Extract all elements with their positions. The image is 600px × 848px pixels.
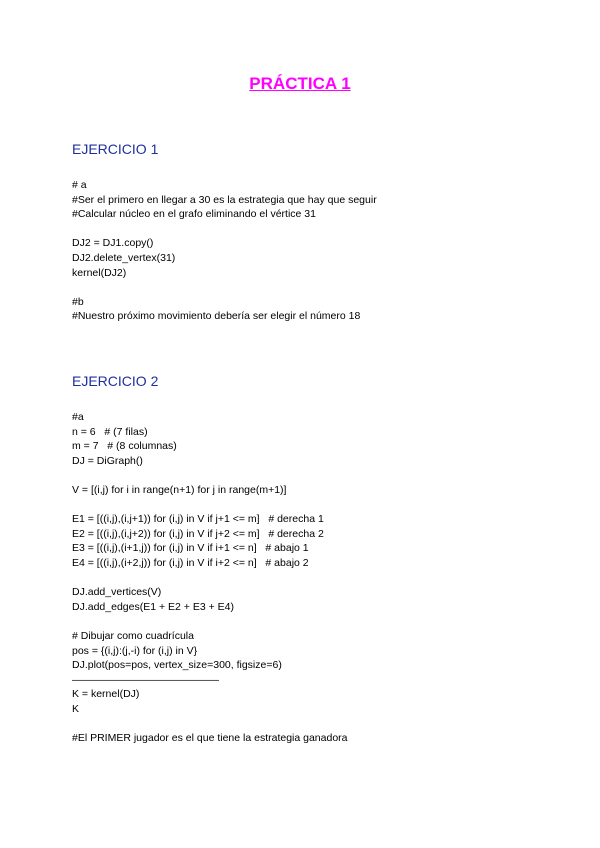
blank-line xyxy=(72,468,348,483)
page-title: PRÁCTICA 1 xyxy=(249,74,351,93)
blank-line xyxy=(72,280,377,295)
code-line: E2 = [((i,j),(i,j+2)) for (i,j) in V if j+2 <= m] # derecha 2 xyxy=(72,527,324,540)
blank-line xyxy=(72,222,377,237)
code-line: pos = {(i,j):(j,-i) for (i,j) in V} xyxy=(72,644,198,657)
code-line: DJ.add_vertices(V) xyxy=(72,586,162,599)
code-line: #a xyxy=(72,411,84,423)
code-line: kernel(DJ2) xyxy=(72,266,127,279)
code-line: #Ser el primero en llegar a 30 es la estrategia que hay que seguir xyxy=(72,193,377,206)
code-line: E4 = [((i,j),(i+2,j)) for (i,j) in V if i+2 <= n] # abajo 2 xyxy=(72,556,309,569)
code-line: K xyxy=(72,702,80,715)
code-line: n = 6 # (7 filas) xyxy=(72,425,148,438)
code-line: #El PRIMER jugador es el que tiene la estrategia ganadora xyxy=(72,732,348,745)
code-line: E1 = [((i,j),(i,j+1)) for (i,j) in V if j+1 <= m] # derecha 1 xyxy=(72,513,324,526)
code-line: K = kernel(DJ) xyxy=(72,688,140,701)
code-line: #Nuestro próximo movimiento debería ser elegir el número 18 xyxy=(72,310,361,323)
code-line: E3 = [((i,j),(i+1,j)) for (i,j) in V if i+1 <= n] # abajo 1 xyxy=(72,542,309,555)
code-line: DJ = DiGraph() xyxy=(72,454,143,467)
blank-line xyxy=(72,571,348,586)
exercise-1-body xyxy=(72,178,377,324)
code-line: # Dibujar como cuadrícula xyxy=(72,629,194,642)
code-line: —————————————— xyxy=(72,673,219,686)
code-line: DJ.add_edges(E1 + E2 + E3 + E4) xyxy=(72,600,234,613)
code-line: DJ2 = DJ1.copy() xyxy=(72,237,154,250)
code-line: #b xyxy=(72,295,84,308)
code-line: V = [(i,j) for i in range(n+1) for j in range(m+1)] xyxy=(72,483,287,496)
blank-line xyxy=(72,498,348,513)
exercise-2-body xyxy=(72,410,348,746)
code-line: #Calcular núcleo en el grafo eliminando el vértice 31 xyxy=(72,208,316,221)
blank-line xyxy=(72,614,348,629)
code-line: # a xyxy=(72,179,87,191)
code-line: m = 7 # (8 columnas) xyxy=(72,440,177,453)
code-line: DJ2.delete_vertex(31) xyxy=(72,251,176,264)
code-line: DJ.plot(pos=pos, vertex_size=300, figsize=6) xyxy=(72,659,282,672)
blank-line xyxy=(72,716,348,731)
exercise-1-heading: EJERCICIO 1 xyxy=(72,141,159,157)
exercise-2-heading: EJERCICIO 2 xyxy=(72,373,159,389)
